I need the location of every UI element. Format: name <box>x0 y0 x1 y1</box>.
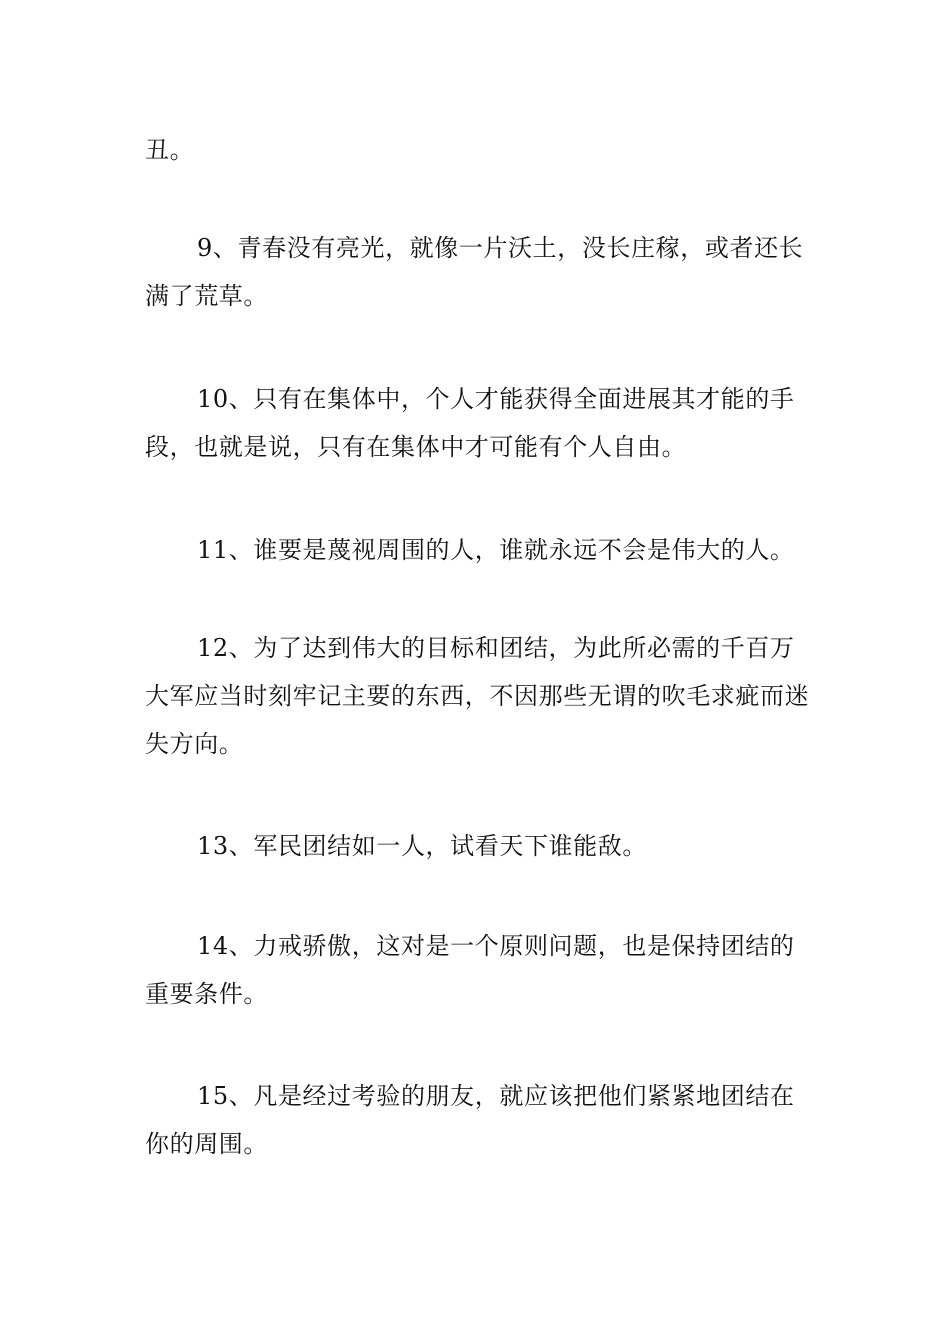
paragraph-continuation: 丑。 <box>145 136 195 164</box>
paragraph-item-13: 13、军民团结如一人，试看天下谁能敌。 <box>197 832 647 860</box>
paragraph-item-9: 9、青春没有亮光，就像一片沃土，没长庄稼，或者还长满了荒草。 <box>145 234 804 310</box>
paragraph-item-14: 14、力戒骄傲，这对是一个原则问题，也是保持团结的重要条件。 <box>145 932 795 1008</box>
paragraph-item-15: 15、凡是经过考验的朋友，就应该把他们紧紧地团结在你的周围。 <box>145 1082 795 1158</box>
paragraph-item-11: 11、谁要是蔑视周围的人，谁就永远不会是伟大的人。 <box>197 536 795 564</box>
paragraph-item-12: 12、为了达到伟大的目标和团结，为此所必需的千百万大军应当时刻牢记主要的东西，不因那些无谓的吹毛求疵而迷失方向。 <box>145 634 810 758</box>
paragraph-item-10: 10、只有在集体中，个人才能获得全面进展其才能的手段，也就是说，只有在集体中才可能有个人自由。 <box>145 385 795 461</box>
